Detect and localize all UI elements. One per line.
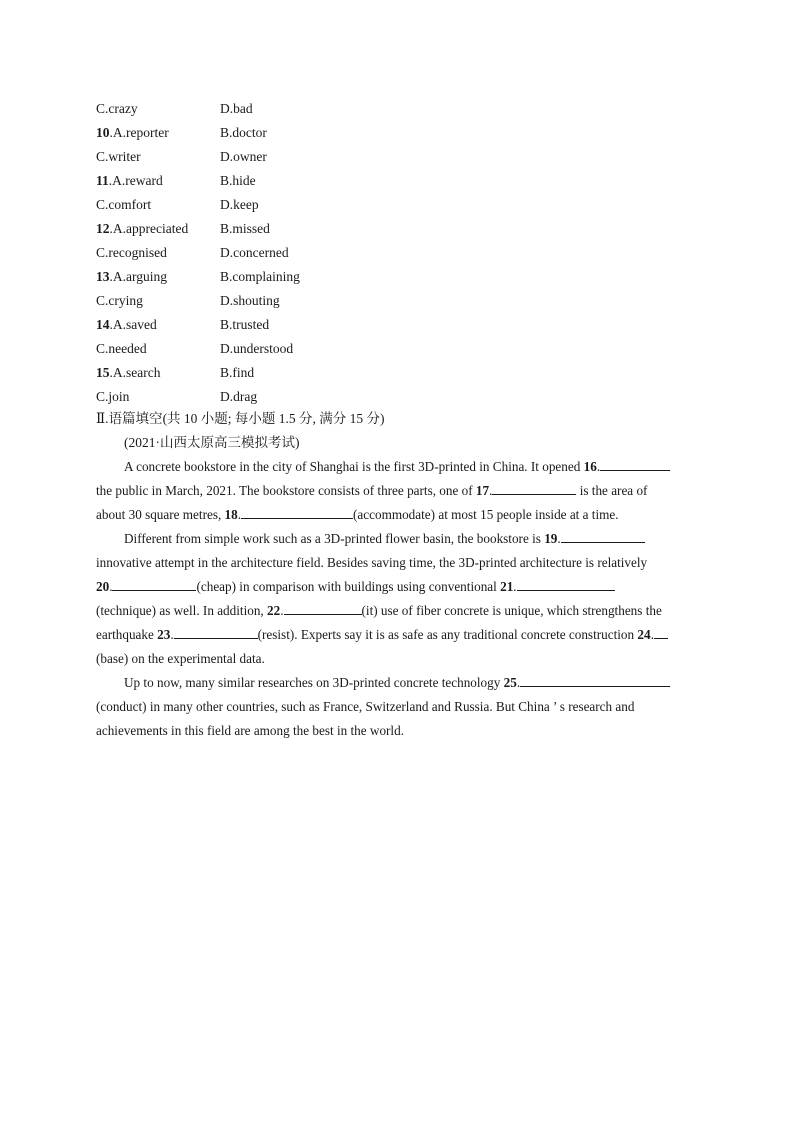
question-number: 11	[96, 173, 109, 188]
option-row	[96, 193, 716, 217]
passage-line: (technique) as well. In addition, 22. (it) use of fiber concrete is unique, which strengthens the	[96, 599, 698, 623]
option-left	[96, 313, 157, 337]
passage-line	[96, 551, 698, 575]
option-left	[96, 145, 141, 169]
passage-line: earthquake 23. (resist). Experts say it is as safe as any traditional concrete construction 24.	[96, 623, 698, 647]
option-left	[96, 241, 167, 265]
passage-text: achievements in this field are among the best in the world.	[96, 723, 404, 738]
option-right: D.drag	[220, 389, 258, 404]
passage-line: about 30 square metres, 18. (accommodate) at most 15 people inside at a time.	[96, 503, 698, 527]
question-number: 13	[96, 269, 110, 284]
section-note: (共 10 小题; 每小题 1.5 分, 满分 15 分)	[162, 411, 385, 426]
option-row	[96, 337, 716, 361]
question-number: 10	[96, 125, 110, 140]
passage-text: Different from simple work such as a 3D-printed flower basin, the bookstore is	[124, 531, 545, 546]
option-list	[96, 97, 716, 409]
option-left	[96, 337, 147, 361]
option-right: D.keep	[220, 197, 259, 212]
option-row	[96, 169, 716, 193]
option-right: B.hide	[220, 173, 256, 188]
option-row	[96, 97, 716, 121]
option-text: .A.saved	[109, 317, 157, 332]
passage-text: A concrete bookstore in the city of Shanghai is the first 3D-printed in China. It opened	[124, 459, 584, 474]
answer-blank[interactable]	[284, 599, 362, 615]
section-heading	[96, 407, 385, 431]
passage-line	[96, 719, 698, 743]
option-text: C.join	[96, 389, 130, 404]
passage-line: Up to now, many similar researches on 3D-printed concrete technology 25.	[96, 671, 698, 695]
section-numeral: Ⅱ.	[96, 411, 109, 426]
answer-blank[interactable]	[654, 623, 668, 639]
option-row	[96, 313, 716, 337]
passage-line	[96, 695, 698, 719]
option-text: C.crying	[96, 293, 143, 308]
option-left	[96, 169, 163, 193]
option-text: C.writer	[96, 149, 141, 164]
option-text: C.comfort	[96, 197, 152, 212]
option-left	[96, 217, 188, 241]
passage-text: (it) use of fiber concrete is unique, which strengthens the	[361, 603, 662, 618]
passage-text: (technique) as well. In addition,	[96, 603, 268, 618]
option-text: C.crazy	[96, 101, 138, 116]
passage-text: is the area of	[576, 483, 648, 498]
blank-number: 24	[637, 627, 651, 642]
option-row	[96, 385, 716, 409]
option-row	[96, 289, 716, 313]
option-row	[96, 217, 716, 241]
option-text: C.needed	[96, 341, 147, 356]
option-text: .A.reporter	[109, 125, 169, 140]
passage-text: earthquake	[96, 627, 158, 642]
blank-number: 20	[96, 579, 110, 594]
option-row	[96, 361, 716, 385]
option-row	[96, 265, 716, 289]
option-text: C.recognised	[96, 245, 167, 260]
answer-blank[interactable]	[561, 527, 645, 543]
section-title: 语篇填空	[108, 411, 163, 426]
blank-number: 19	[544, 531, 558, 546]
blank-number: 25	[503, 675, 517, 690]
question-number: 14	[96, 317, 110, 332]
option-right: B.find	[220, 365, 255, 380]
cloze-passage	[96, 455, 698, 743]
answer-blank[interactable]	[520, 671, 670, 687]
blank-number: 21	[500, 579, 514, 594]
answer-blank[interactable]	[517, 575, 615, 591]
option-left	[96, 385, 129, 409]
passage-line: the public in March, 2021. The bookstore consists of three parts, one of 17. is the area of	[96, 479, 698, 503]
option-right: D.concerned	[220, 245, 289, 260]
option-row	[96, 121, 716, 145]
blank-number: 18	[224, 507, 238, 522]
passage-text: (resist). Experts say it is as safe as any traditional concrete construction	[257, 627, 638, 642]
option-right: B.doctor	[220, 125, 267, 140]
passage-text: (accommodate) at most 15 people inside at a time.	[353, 507, 619, 522]
option-left	[96, 265, 167, 289]
passage-line	[96, 647, 698, 671]
passage-line: A concrete bookstore in the city of Shanghai is the first 3D-printed in China. It opened 16.	[96, 455, 698, 479]
option-text: .A.arguing	[109, 269, 167, 284]
passage-line: Different from simple work such as a 3D-printed flower basin, the bookstore is 19.	[96, 527, 698, 551]
option-left	[96, 193, 151, 217]
option-right: D.bad	[220, 101, 253, 116]
answer-blank[interactable]	[600, 455, 670, 471]
answer-blank[interactable]	[112, 575, 196, 591]
option-right: D.owner	[220, 149, 267, 164]
question-number: 15	[96, 365, 110, 380]
option-right: B.complaining	[220, 269, 300, 284]
question-number: 12	[96, 221, 110, 236]
passage-text: (conduct) in many other countries, such as France, Switzerland and Russia. But China ’ s research and	[96, 699, 635, 714]
exam-source: (2021·山西太原高三模拟考试)	[124, 435, 300, 450]
option-row	[96, 145, 716, 169]
passage-text: (base) on the experimental data.	[96, 651, 265, 666]
passage-line: 20. (cheap) in comparison with buildings using conventional 21.	[96, 575, 698, 599]
option-text: .A.reward	[108, 173, 163, 188]
passage-text: Up to now, many similar researches on 3D-printed concrete technology	[124, 675, 504, 690]
option-left	[96, 121, 169, 145]
option-row	[96, 241, 716, 265]
blank-number: 16	[583, 459, 597, 474]
option-text: .A.appreciated	[109, 221, 189, 236]
passage-text: innovative attempt in the architecture field. Besides saving time, the 3D-printed architecture is relatively	[96, 555, 648, 570]
passage-text: (cheap) in comparison with buildings using conventional	[196, 579, 501, 594]
answer-blank[interactable]	[241, 503, 353, 519]
blank-number: 23	[157, 627, 171, 642]
blank-number: 17	[475, 483, 490, 498]
option-left	[96, 97, 138, 121]
option-right: D.understood	[220, 341, 294, 356]
option-right: D.shouting	[220, 293, 280, 308]
option-right: B.trusted	[220, 317, 270, 332]
option-left	[96, 361, 160, 385]
answer-blank[interactable]	[492, 479, 576, 495]
answer-blank[interactable]	[174, 623, 258, 639]
blank-number: 22	[267, 603, 281, 618]
option-text: .A.search	[109, 365, 161, 380]
passage-text: about 30 square metres,	[96, 507, 225, 522]
option-right: B.missed	[220, 221, 270, 236]
option-left	[96, 289, 143, 313]
passage-text: the public in March, 2021. The bookstore consists of three parts, one of	[96, 483, 476, 498]
